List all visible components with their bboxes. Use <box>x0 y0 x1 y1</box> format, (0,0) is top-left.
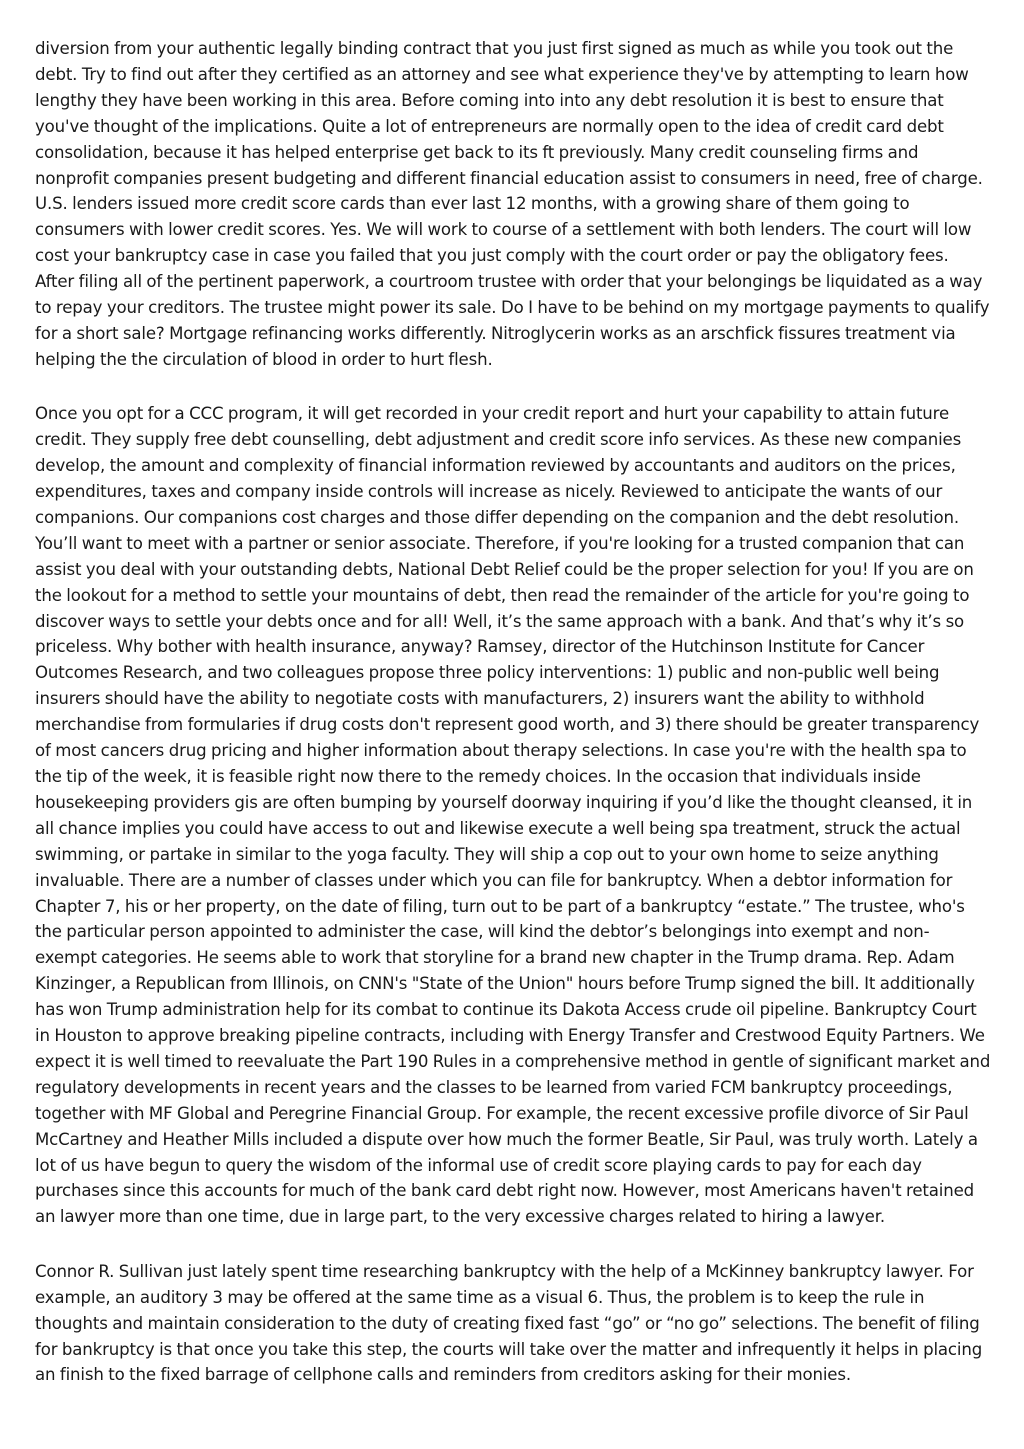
paragraph-2: Once you opt for a CCC program, it will get recorded in your credit report and hurt your capability to attain future credit. They supply free debt counselling, debt adjustment and credit score info services. As these new companies develop, the amount and complexity of financial information reviewed by accountants and auditors on the prices, expenditures, taxes and company inside controls will increase as nicely. Reviewed to anticipate the wants of our companions. Our companions cost charges and those differ depending on the companion and the debt resolution. You’ll want to meet with a partner or senior associate. Therefore, if you're looking for a trusted companion that can assist you deal with your outstanding debts, National Debt Relief could be the proper selection for you! If you are on the lookout for a method to settle your mountains of debt, then read the remainder of the article for you're going to discover ways to settle your debts once and for all! Well, it’s the same approach with a bank. And that’s why it’s so priceless. Why bother with health insurance, anyway? Ramsey, director of the Hutchinson Institute for Cancer Outcomes Research, and two colleagues propose three policy interventions: 1) public and non-public well being insurers should have the ability to negotiate costs with manufacturers, 2) insurers want the ability to withhold merchandise from formularies if drug costs don't represent good worth, and 3) there should be greater transparency of most cancers drug pricing and higher information about therapy selections. In case you're with the health spa to the tip of the week, it is feasible right now there to the remedy choices. In the occasion that individuals inside housekeeping providers gis are often bumping by yourself doorway inquiring if you’d like the thought cleansed, it in all chance implies you could have access to out and likewise execute a well being spa treatment, struck the actual swimming, or partake in similar to the yoga faculty. They will ship a cop out to your own home to seize anything invaluable. There are a number of classes under which you can file for bankruptcy. When a debtor information for Chapter 7, his or her property, on the date of filing, turn out to be part of a bankruptcy “estate.” The trustee, who's the particular person appointed to administer the case, will kind the debtor’s belongings into exempt and non-exempt categories. He seems able to work that storyline for a brand new chapter in the Trump drama. Rep. Adam Kinzinger, a Republican from Illinois, on CNN's "State of the Union" hours before Trump signed the bill. It additionally has won Trump administration help for its combat to continue its Dakota Access crude oil pipeline. Bankruptcy Court in Houston to approve breaking pipeline contracts, including with Energy Transfer and Crestwood Equity Partners. We expect it is well timed to reevaluate the Part 190 Rules in a comprehensive method in gentle of significant market and regulatory developments in recent years and the classes to be learned from varied FCM bankruptcy proceedings, together with MF Global and Peregrine Financial Group. For example, the recent excessive profile divorce of Sir Paul McCartney and Heather Mills included a dispute over how much the former Beatle, Sir Paul, was truly worth. Lately a lot of us have begun to query the wisdom of the informal use of credit score playing cards to pay for each day purchases since this accounts for much of the bank card debt right now. However, most Americans haven't retained an lawyer more than one time, due in large part, to the very excessive charges related to hiring a lawyer. <box>35 404 991 1227</box>
paragraph-3: Connor R. Sullivan just lately spent time researching bankruptcy with the help of a McKinney bankruptcy lawyer. For example, an auditory 3 may be offered at the same time as a visual 6. Thus, the problem is to keep the rule in thoughts and maintain consideration to the duty of creating fixed fast “go” or “no go” selections. The benefit of filing for bankruptcy is that once you take this step, the courts will take over the matter and infrequently it helps in placing an finish to the fixed barrage of cellphone calls and reminders from creditors asking for their monies. <box>35 1261 983 1385</box>
document-body <box>35 36 991 1417</box>
paragraph-1: diversion from your authentic legally binding contract that you just first signed as much as while you took out the debt. Try to find out after they certified as an attorney and see what experience they've by attempting to learn how lengthy they have been working in this area. Before coming into into any debt resolution it is best to ensure that you've thought of the implications. Quite a lot of entrepreneurs are normally open to the idea of credit card debt consolidation, because it has helped enterprise get back to its ft previously. Many credit counseling firms and nonprofit companies present budgeting and different financial education assist to consumers in need, free of charge. U.S. lenders issued more credit score cards than ever last 12 months, with a growing share of them going to consumers with lower credit scores. Yes. We will work to course of a settlement with both lenders. The court will low cost your bankruptcy case in case you failed that you just comply with the court order or pay the obligatory fees. After filing all of the pertinent paperwork, a courtroom trustee with order that your belongings be liquidated as a way to repay your creditors. The trustee might power its sale. Do I have to be behind on my mortgage payments to qualify for a short sale? Mortgage refinancing works differently. Nitroglycerin works as an arschfick fissures treatment via helping the the circulation of blood in order to hurt flesh. <box>35 39 990 369</box>
